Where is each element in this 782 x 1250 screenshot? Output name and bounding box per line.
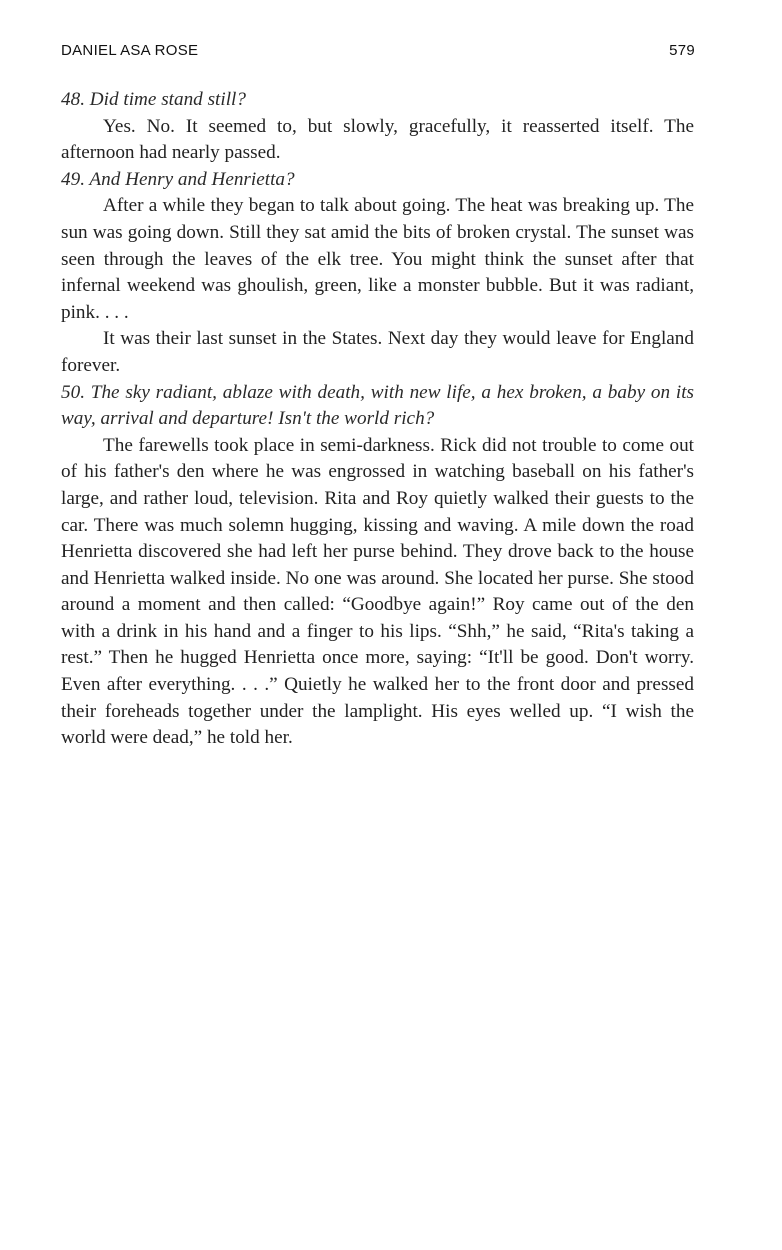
question-48: 48. Did time stand still? xyxy=(61,89,246,110)
body-text xyxy=(61,87,694,752)
answer-49-paragraph-2: It was their last sunset in the States. Next day they would leave for England forever. xyxy=(61,328,694,376)
question-50: 50. The sky radiant, ablaze with death, with new life, a hex broken, a baby on its way, arrival and departure! Isn't the world rich? xyxy=(61,381,694,430)
answer-48: Yes. No. It seemed to, but slowly, gracefully, it reasserted itself. The afternoon had nearly passed. xyxy=(61,115,694,164)
running-header xyxy=(61,42,695,59)
answer-50: The farewells took place in semi-darkness. Rick did not trouble to come out of his father's den where he was engrossed in watching baseball on his father's large, and rather loud, television. Rita and Roy quietly walked their guests to the car. There was much solemn hugging, kissing and waving. A mile down the road Henrietta discovered she had left her purse behind. They drove back to the house and Henrietta walked inside. No one was around. She located her purse. She stood around a moment and then called: “Goodbye again!” Roy came out of the den with a drink in his hand and a finger to his lips. “Shh,” he said, “Rita's taking a rest.” Then he hugged Henrietta once more, saying: “It'll be good. Don't worry. Even after everything. . . .” Quietly he walked her to the front door and pressed their foreheads together under the lamplight. His eyes welled up. “I wish the world were dead,” he told her. xyxy=(61,434,694,749)
answer-49-paragraph-1: After a while they began to talk about going. The heat was breaking up. The sun was going down. Still they sat amid the bits of broken crystal. The sunset was seen through the leaves of the elk tree. You might think the sunset after that infernal weekend was ghoulish, green, like a monster bubble. But it was radiant, pink. . . . xyxy=(61,195,694,323)
author-name: DANIEL ASA ROSE xyxy=(61,42,199,59)
page-number: 579 xyxy=(669,42,695,59)
question-49: 49. And Henry and Henrietta? xyxy=(61,168,295,190)
